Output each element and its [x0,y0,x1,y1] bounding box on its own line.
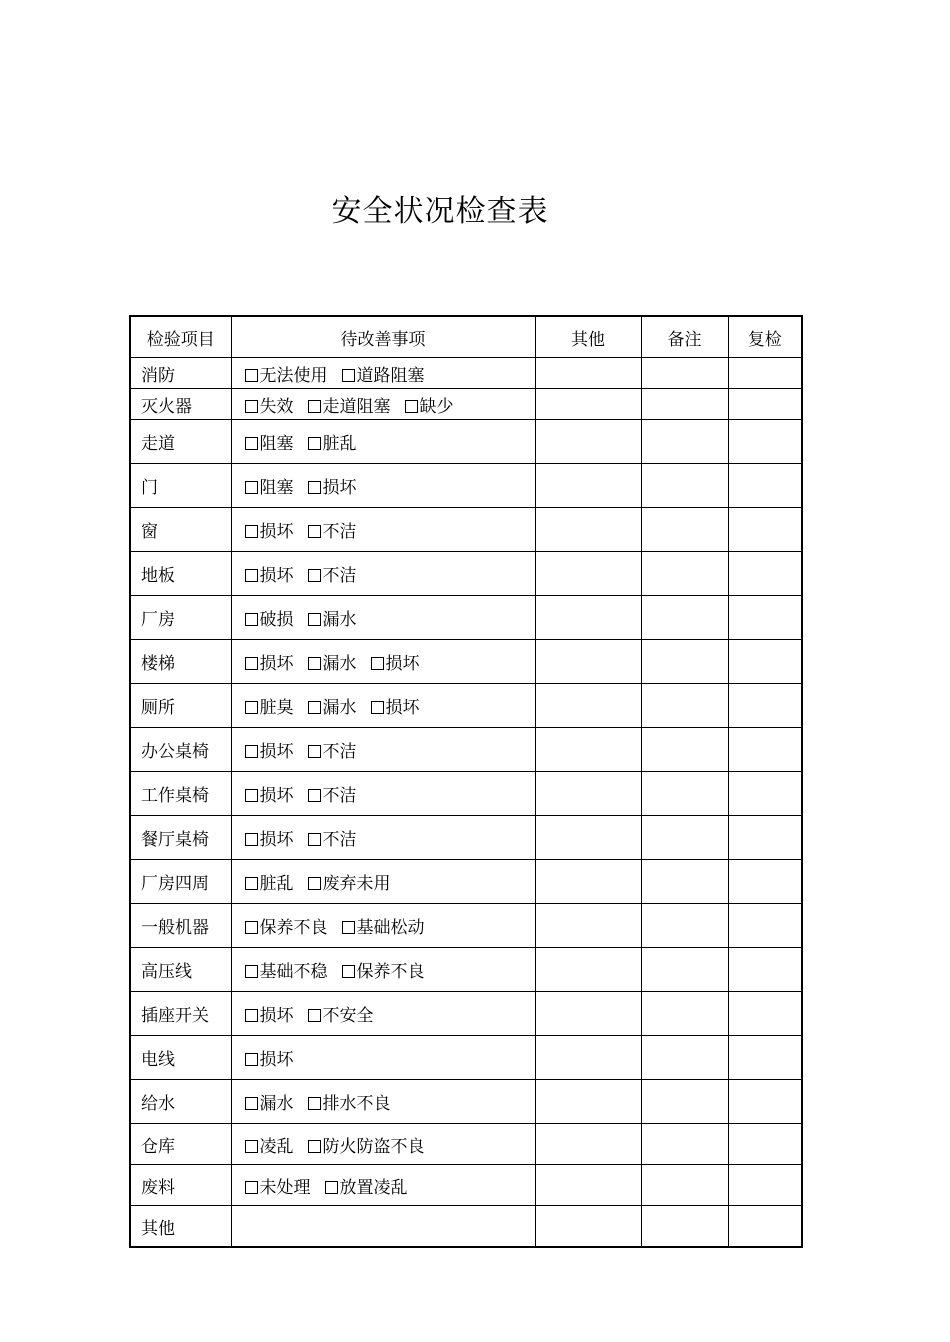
checkbox-icon[interactable] [245,657,258,670]
inspection-item: 高压线 [130,948,231,992]
other-cell[interactable] [535,816,641,860]
page-title: 安全状况检查表 [331,194,549,229]
issue-option-label: 基础不稳 [259,962,328,982]
issue-option[interactable] [245,869,294,894]
recheck-cell[interactable] [728,508,802,552]
inspection-item: 电线 [130,1036,231,1080]
issue-option[interactable] [308,517,357,542]
issue-option-label: 阻塞 [259,434,294,454]
remarks-cell[interactable] [641,948,728,992]
issue-option[interactable] [245,913,328,938]
issue-option-label: 漏水 [322,698,357,718]
recheck-cell[interactable] [728,1165,802,1206]
recheck-cell[interactable] [728,1124,802,1165]
other-cell[interactable] [535,1036,641,1080]
checkbox-icon[interactable] [308,613,321,626]
checkbox-icon[interactable] [308,789,321,802]
recheck-cell[interactable] [728,728,802,772]
issue-option[interactable] [371,649,420,674]
table-row [130,728,802,772]
checkbox-icon[interactable] [245,569,258,582]
other-cell[interactable] [535,1165,641,1206]
remarks-cell[interactable] [641,596,728,640]
table-row [130,1036,802,1080]
inspection-item: 走道 [130,420,231,464]
issues-cell [231,389,535,420]
other-cell[interactable] [535,728,641,772]
issue-option[interactable] [308,869,391,894]
table-row [130,1124,802,1165]
inspection-item: 窗 [130,508,231,552]
issue-option[interactable] [245,517,294,542]
checkbox-icon[interactable] [245,437,258,450]
checkbox-icon[interactable] [308,1097,321,1110]
issue-option-label: 不洁 [322,830,357,850]
recheck-cell[interactable] [728,684,802,728]
other-cell[interactable] [535,1206,641,1248]
issue-option-label: 损坏 [385,698,420,718]
issue-option-label: 不洁 [322,786,357,806]
recheck-cell[interactable] [728,1206,802,1248]
other-cell[interactable] [535,358,641,389]
issue-option-label: 损坏 [259,742,294,762]
remarks-cell[interactable] [641,684,728,728]
issue-option-label: 漏水 [259,1094,294,1114]
header-item: 检验项目 [130,316,231,358]
remarks-cell[interactable] [641,640,728,684]
table-row [130,860,802,904]
checkbox-icon[interactable] [245,833,258,846]
recheck-cell[interactable] [728,552,802,596]
issue-option[interactable] [308,649,357,674]
recheck-cell[interactable] [728,1036,802,1080]
issues-cell [231,1036,535,1080]
checkbox-icon[interactable] [245,1181,258,1194]
checkbox-icon[interactable] [308,1009,321,1022]
checkbox-icon[interactable] [308,1140,321,1153]
header-recheck: 复检 [728,316,802,358]
issues-cell [231,948,535,992]
header-remarks: 备注 [641,316,728,358]
checkbox-icon[interactable] [342,965,355,978]
remarks-cell[interactable] [641,552,728,596]
remarks-cell[interactable] [641,1165,728,1206]
issue-option[interactable] [245,473,294,498]
checkbox-icon[interactable] [245,1053,258,1066]
issue-option[interactable] [342,361,425,386]
issue-option[interactable] [245,649,294,674]
issue-option[interactable] [245,429,294,454]
issue-option-label: 废弃未用 [322,874,391,894]
checkbox-icon[interactable] [308,833,321,846]
recheck-cell[interactable] [728,389,802,420]
checkbox-icon[interactable] [308,877,321,890]
checkbox-icon[interactable] [308,745,321,758]
remarks-cell[interactable] [641,816,728,860]
inspection-item: 地板 [130,552,231,596]
remarks-cell[interactable] [641,1080,728,1124]
recheck-cell[interactable] [728,948,802,992]
checkbox-icon[interactable] [245,613,258,626]
other-cell[interactable] [535,860,641,904]
issue-option[interactable] [342,913,425,938]
issue-option[interactable] [308,825,357,850]
other-cell[interactable] [535,389,641,420]
recheck-cell[interactable] [728,860,802,904]
table-row [130,1206,802,1248]
issue-option-label: 漏水 [322,610,357,630]
issue-option[interactable] [245,693,294,718]
issue-option[interactable] [405,392,454,417]
issue-option[interactable] [325,1173,408,1198]
checkbox-icon[interactable] [371,657,384,670]
remarks-cell[interactable] [641,904,728,948]
other-cell[interactable] [535,420,641,464]
inspection-item: 门 [130,464,231,508]
inspection-item: 餐厅桌椅 [130,816,231,860]
issue-option-label: 损坏 [259,522,294,542]
checkbox-icon[interactable] [245,1009,258,1022]
remarks-cell[interactable] [641,728,728,772]
recheck-cell[interactable] [728,596,802,640]
inspection-item: 厕所 [130,684,231,728]
recheck-cell[interactable] [728,464,802,508]
recheck-cell[interactable] [728,358,802,389]
issue-option[interactable] [308,429,357,454]
remarks-cell[interactable] [641,1124,728,1165]
inspection-table [129,315,803,1248]
remarks-cell[interactable] [641,420,728,464]
issues-cell [231,1165,535,1206]
checkbox-icon[interactable] [245,1097,258,1110]
issue-option-label: 损坏 [322,478,357,498]
issue-option-label: 漏水 [322,654,357,674]
header-issues: 待改善事项 [231,316,535,358]
issue-option-label: 损坏 [385,654,420,674]
remarks-cell[interactable] [641,772,728,816]
issues-cell [231,358,535,389]
remarks-cell[interactable] [641,860,728,904]
remarks-cell[interactable] [641,389,728,420]
issue-option-label: 未处理 [259,1177,311,1198]
issue-option-label: 无法使用 [259,365,328,386]
issue-option-label: 脏臭 [259,698,294,718]
issue-option-label: 损坏 [259,566,294,586]
issue-option-label: 损坏 [259,786,294,806]
checkbox-icon[interactable] [308,569,321,582]
issue-option[interactable] [308,605,357,630]
issue-option-label: 保养不良 [356,962,425,982]
issue-option[interactable] [245,957,328,982]
checkbox-icon[interactable] [308,481,321,494]
issues-cell [231,860,535,904]
table-row [130,464,802,508]
issue-option[interactable] [308,1132,425,1157]
issue-option[interactable] [308,392,391,417]
other-cell[interactable] [535,640,641,684]
inspection-item: 办公桌椅 [130,728,231,772]
issue-option-label: 保养不良 [259,918,328,938]
other-cell[interactable] [535,1080,641,1124]
issue-option[interactable] [342,957,425,982]
issue-option[interactable] [308,781,357,806]
issues-cell [231,420,535,464]
issue-option[interactable] [308,473,357,498]
issue-option[interactable] [245,605,294,630]
table-row [130,948,802,992]
other-cell[interactable] [535,508,641,552]
other-cell[interactable] [535,464,641,508]
recheck-cell[interactable] [728,1080,802,1124]
other-cell[interactable] [535,772,641,816]
issue-option-label: 失效 [259,396,294,417]
checkbox-icon[interactable] [245,701,258,714]
checkbox-icon[interactable] [308,400,321,413]
checkbox-icon[interactable] [308,701,321,714]
issues-cell [231,992,535,1036]
inspection-item: 灭火器 [130,389,231,420]
other-cell[interactable] [535,904,641,948]
issue-option[interactable] [308,1089,391,1114]
checkbox-icon[interactable] [245,525,258,538]
remarks-cell[interactable] [641,358,728,389]
issue-option-label: 缺少 [419,396,454,417]
recheck-cell[interactable] [728,420,802,464]
issues-cell [231,904,535,948]
inspection-item: 楼梯 [130,640,231,684]
inspection-item: 厂房 [130,596,231,640]
issue-option-label: 道路阻塞 [356,365,425,386]
other-cell[interactable] [535,992,641,1036]
checkbox-icon[interactable] [308,657,321,670]
other-cell[interactable] [535,1124,641,1165]
table-row [130,1080,802,1124]
issue-option-label: 不洁 [322,522,357,542]
issues-cell [231,640,535,684]
issue-option-label: 放置凌乱 [339,1177,408,1198]
checkbox-icon[interactable] [245,745,258,758]
issue-option-label: 不洁 [322,742,357,762]
remarks-cell[interactable] [641,992,728,1036]
issue-option[interactable] [245,1001,294,1026]
checkbox-icon[interactable] [342,921,355,934]
header-other: 其他 [535,316,641,358]
checkbox-icon[interactable] [371,701,384,714]
issues-cell [231,596,535,640]
issue-option[interactable] [245,561,294,586]
issue-option-label: 损坏 [259,1006,294,1026]
header-row [130,316,802,358]
inspection-item: 给水 [130,1080,231,1124]
issue-option-label: 损坏 [259,830,294,850]
table-row [130,596,802,640]
issue-option[interactable] [371,693,420,718]
inspection-item: 一般机器 [130,904,231,948]
issue-option[interactable] [308,561,357,586]
table-row [130,358,802,389]
inspection-item: 废料 [130,1165,231,1206]
other-cell[interactable] [535,684,641,728]
issue-option[interactable] [245,1089,294,1114]
issues-cell [231,508,535,552]
checkbox-icon[interactable] [245,369,258,382]
checkbox-icon[interactable] [245,400,258,413]
inspection-item: 插座开关 [130,992,231,1036]
issue-option-label: 排水不良 [322,1094,391,1114]
issue-option[interactable] [245,1173,311,1198]
issues-cell [231,464,535,508]
issue-option-label: 损坏 [259,1050,294,1070]
table-row [130,816,802,860]
recheck-cell[interactable] [728,772,802,816]
issue-option[interactable] [245,1132,294,1157]
issue-option-label: 基础松动 [356,918,425,938]
table-row [130,640,802,684]
checkbox-icon[interactable] [245,877,258,890]
inspection-item: 厂房四周 [130,860,231,904]
other-cell[interactable] [535,948,641,992]
issues-cell [231,772,535,816]
checkbox-icon[interactable] [245,789,258,802]
other-cell[interactable] [535,596,641,640]
issues-cell [231,1124,535,1165]
issue-option[interactable] [308,737,357,762]
issue-option[interactable] [245,1045,294,1070]
remarks-cell[interactable] [641,1206,728,1248]
issue-option-label: 走道阻塞 [322,396,391,417]
table-row [130,772,802,816]
table-row [130,684,802,728]
table-row [130,552,802,596]
checkbox-icon[interactable] [405,400,418,413]
issue-option[interactable] [308,1001,374,1026]
issue-option[interactable] [308,693,357,718]
remarks-cell[interactable] [641,508,728,552]
issue-option[interactable] [245,825,294,850]
remarks-cell[interactable] [641,464,728,508]
issue-option[interactable] [245,737,294,762]
table-row [130,508,802,552]
issue-option-label: 脏乱 [322,434,357,454]
checkbox-icon[interactable] [308,525,321,538]
issue-option-label: 不安全 [322,1006,374,1026]
issues-cell [231,1206,535,1248]
table-row [130,904,802,948]
inspection-item: 其他 [130,1206,231,1248]
inspection-item: 消防 [130,358,231,389]
issues-cell [231,728,535,772]
checkbox-icon[interactable] [245,965,258,978]
table-row [130,1165,802,1206]
issues-cell [231,816,535,860]
inspection-item: 工作桌椅 [130,772,231,816]
recheck-cell[interactable] [728,640,802,684]
issue-option-label: 不洁 [322,566,357,586]
table-row [130,992,802,1036]
issue-option-label: 脏乱 [259,874,294,894]
other-cell[interactable] [535,552,641,596]
table-row [130,420,802,464]
issues-cell [231,684,535,728]
issue-option-label: 损坏 [259,654,294,674]
checkbox-icon[interactable] [342,369,355,382]
checkbox-icon[interactable] [245,481,258,494]
recheck-cell[interactable] [728,992,802,1036]
table-row [130,389,802,420]
inspection-item: 仓库 [130,1124,231,1165]
issue-option[interactable] [245,361,328,386]
recheck-cell[interactable] [728,904,802,948]
recheck-cell[interactable] [728,816,802,860]
issue-option[interactable] [245,392,294,417]
issue-option-label: 破损 [259,610,294,630]
checkbox-icon[interactable] [245,921,258,934]
checkbox-icon[interactable] [245,1140,258,1153]
checkbox-icon[interactable] [308,437,321,450]
remarks-cell[interactable] [641,1036,728,1080]
issues-cell [231,552,535,596]
checkbox-icon[interactable] [325,1181,338,1194]
issue-option[interactable] [245,781,294,806]
issue-option-label: 防火防盗不良 [322,1136,425,1157]
issue-option-label: 凌乱 [259,1136,294,1157]
issues-cell [231,1080,535,1124]
issue-option-label: 阻塞 [259,478,294,498]
